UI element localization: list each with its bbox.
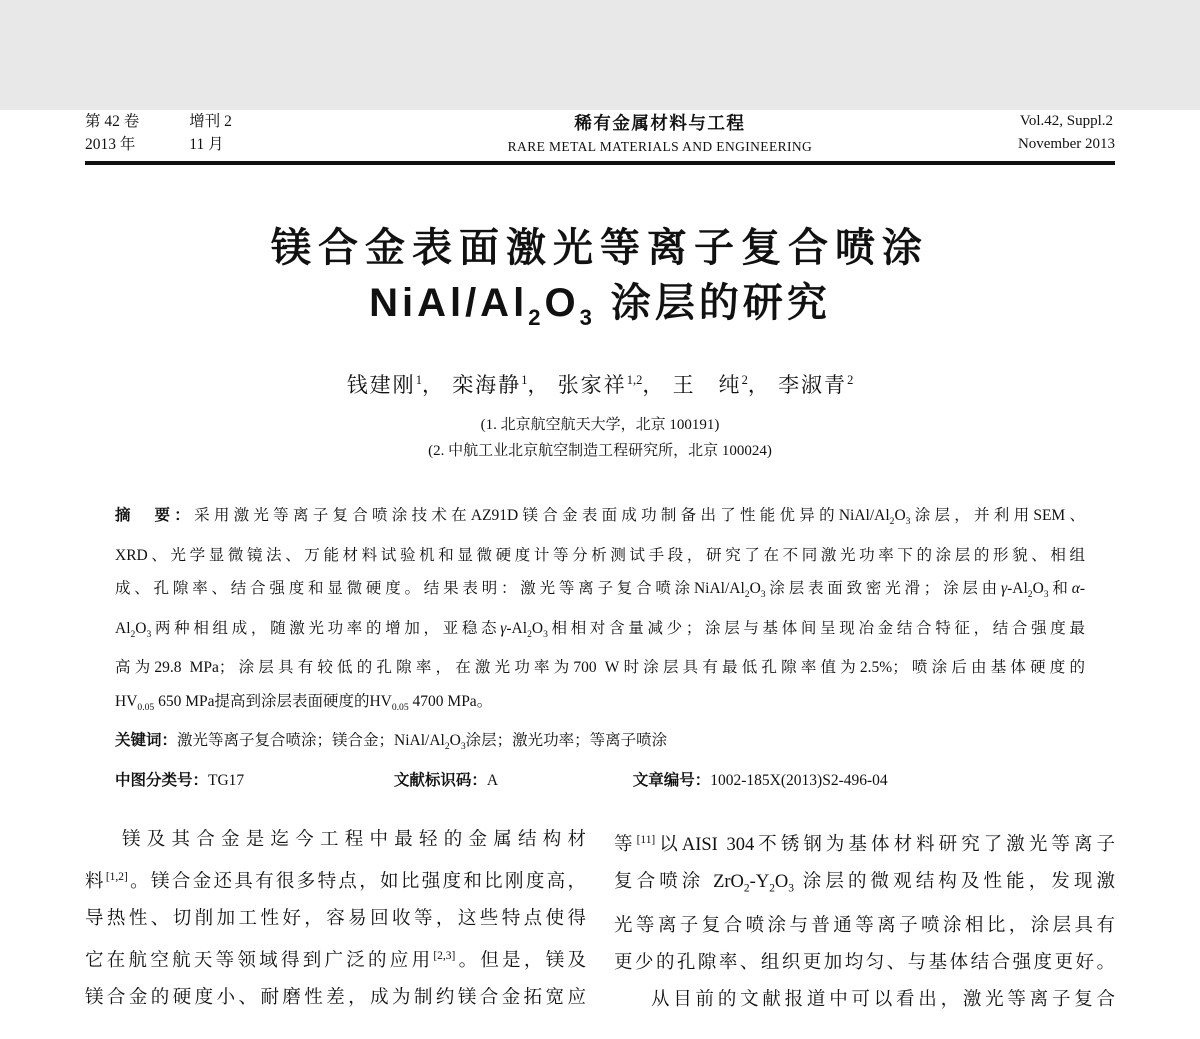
body-line: 导热性、切削加工性好，容易回收等，这些特点使得 — [85, 909, 586, 930]
author: 王 纯$^2$， — [672, 373, 771, 397]
abstract-label: 摘 要： — [115, 507, 195, 524]
body-line: 它在航空航天等领域得到广泛的应用[2,3]。但是，镁及 — [85, 950, 586, 972]
volume-en: Vol.42, Suppl.2 — [1019, 113, 1113, 129]
body-left-column — [85, 822, 586, 1018]
body-line: 镁合金的硬度小、耐磨性差，成为制约镁合金拓宽应 — [85, 987, 586, 1008]
body-line: 镁及其合金是迄今工程中最轻的金属结构材 — [122, 830, 586, 851]
keywords-label: 关键词： — [115, 732, 178, 750]
volume-zh: 第 42 卷 — [85, 113, 140, 130]
body-line: 光等离子复合喷涂与普通等离子喷涂相比，涂层具有 — [614, 915, 1115, 936]
author: 张家祥$^{1,2}$， — [557, 373, 666, 397]
journal-title-zh: 稀有金属材料与工程 — [574, 113, 746, 133]
abstract-line: 高为29.8 MPa；涂层具有较低的孔隙率，在激光功率为700 W时涂层具有最低孔隙率值为2.5%；喷涂后由基体硬度的 — [115, 659, 1085, 677]
month-zh: 11 月 — [189, 136, 224, 153]
abstract-text: 采用激光等离子复合喷涂技术在AZ91D镁合金表面成功制备出了性能优异的NiAl/$Al_2O_3$涂层，并利用SEM、 — [194, 507, 1085, 528]
abstract-line: $Al_2O_3$两种相组成，随激光功率的增加，亚稳态$\gamma-Al_2O_3$相相对含量减少；涂层与基体间呈现冶金结合特征，结合强度最 — [115, 619, 1085, 640]
body-line: 料[1,2]。镁合金还具有很多特点，如比强度和比刚度高， — [85, 871, 586, 893]
body-line: 更少的孔隙率、组织更加均匀、与基体结合强度更好。 — [614, 952, 1115, 973]
affiliation: (1. 北京航空航天大学，北京 100191) — [480, 417, 720, 433]
body-line: 从目前的文献报道中可以看出，激光等离子复合 — [651, 989, 1115, 1010]
body-right-column — [614, 822, 1115, 1018]
journal-header — [85, 110, 1115, 156]
affiliation: (2. 中航工业北京航空制造工程研究所，北京 100024) — [428, 443, 772, 459]
clc-number: 中图分类号：TG17 — [115, 771, 245, 789]
abstract-line: XRD、光学显微镜法、万能材料试验机和显微硬度计等分析测试手段，研究了在不同激光功率下的涂层的形貌、相组 — [115, 546, 1085, 564]
abstract-line: 成、孔隙率、结合强度和显微硬度。结果表明：激光等离子复合喷涂NiAl/$Al_2O_3$涂层表面致密光滑；涂层由$\gamma-Al_2O_3$和α- — [115, 580, 1085, 601]
affiliations — [85, 412, 1115, 464]
body-line: 复合喷涂 $ZrO_2-Y_2O_3$ 涂层的微观结构及性能，发现激 — [614, 872, 1115, 896]
volume-issue-en — [1018, 110, 1115, 156]
article-id: 文章编号：1002-185X(2013)S2-496-04 — [632, 771, 888, 789]
date-en: November 2013 — [1017, 136, 1115, 152]
paper-page — [0, 110, 1200, 1039]
issue-zh: 增刊 2 — [189, 113, 232, 130]
author: 钱建刚$^1$， — [346, 373, 445, 397]
document-code: 文献标识码：A — [393, 771, 499, 789]
journal-title-block — [232, 110, 1018, 155]
volume-issue-zh — [85, 110, 232, 156]
author-list — [85, 369, 1115, 399]
body-line: 等[11]以AISI 304不锈钢为基体材料研究了激光等离子 — [614, 834, 1115, 856]
header-rule — [85, 161, 1115, 165]
article-title-line1: 镁合金表面激光等离子复合喷涂 — [271, 226, 929, 270]
year-zh: 2013 年 — [85, 136, 136, 153]
article-title — [85, 221, 1115, 345]
author: 李淑青$^2$ — [778, 373, 854, 397]
classification-line — [115, 764, 1085, 798]
journal-title-en: RARE METAL MATERIALS AND ENGINEERING — [507, 139, 813, 154]
article-meta — [115, 499, 1085, 797]
article-title-line2: NiAl/$Al_2O_3$ 涂层的研究 — [369, 281, 831, 330]
abstract-line: $HV_{0.05}$ 650 MPa提高到涂层表面硬度的$HV_{0.05}$ 4700 MPa。 — [115, 692, 493, 713]
abstract-line — [115, 499, 1085, 539]
author: 栾海静$^1$， — [452, 373, 551, 397]
article-body — [85, 822, 1115, 1018]
keywords-line — [115, 724, 1085, 764]
keywords-text: 激光等离子复合喷涂；镁合金；NiAl/$Al_2O_3$涂层；激光功率；等离子喷涂 — [177, 732, 668, 753]
